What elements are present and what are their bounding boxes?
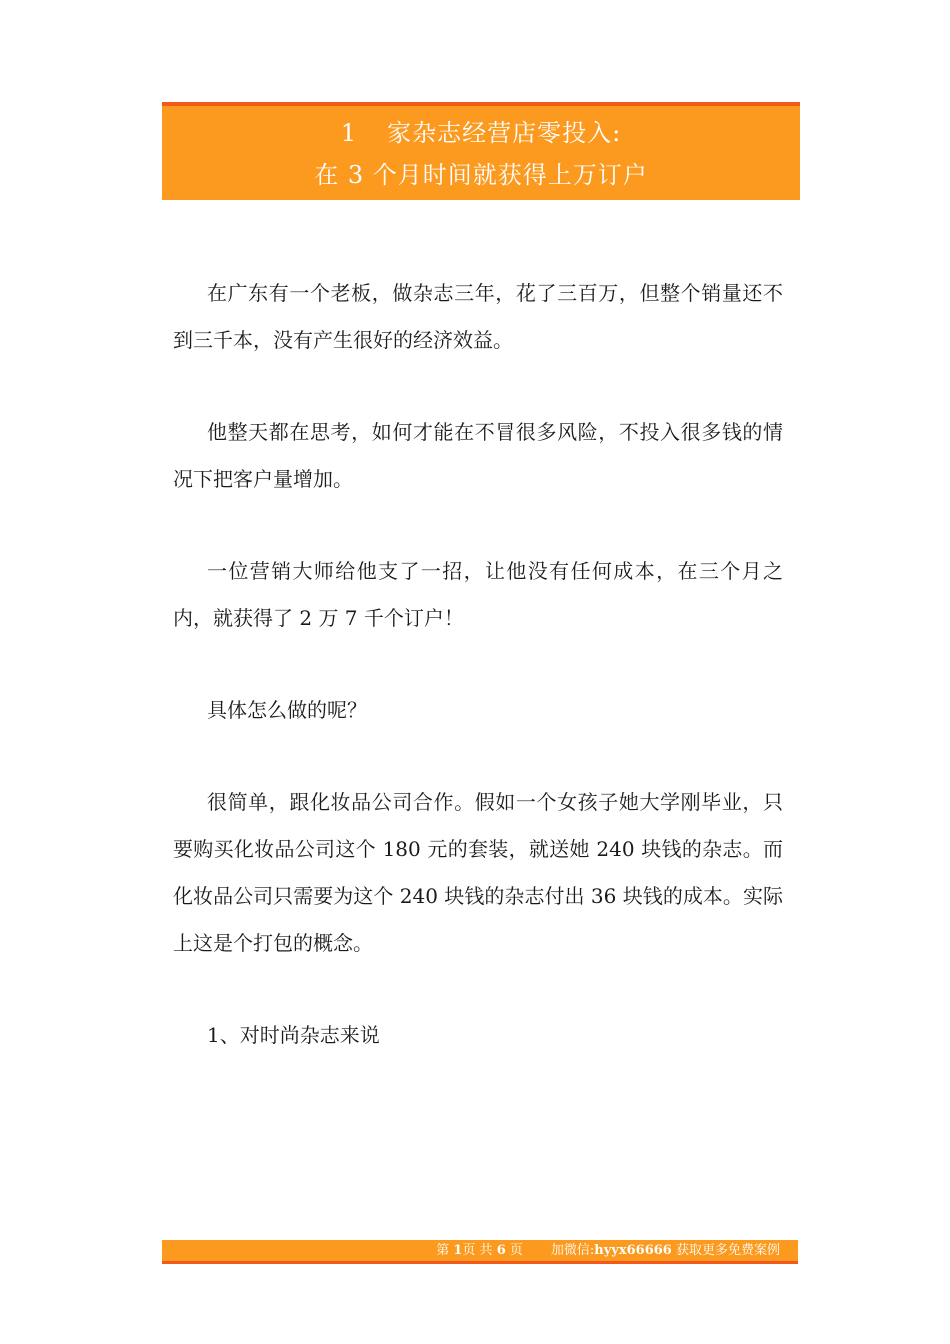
footer-promo-id: hyyx66666 [594, 1243, 672, 1258]
footer-promo-prefix: 加微信: [550, 1243, 595, 1258]
title-line-2: 在 3 个月时间就获得上万订户 [314, 161, 648, 189]
title-number: 1 [340, 119, 358, 147]
paragraph-4: 具体怎么做的呢？ [207, 698, 367, 722]
footer-page-prefix: 第 [436, 1243, 450, 1258]
title-text-1: 家杂志经营店零投入: [387, 119, 622, 147]
footer-page-total: 6 [496, 1243, 506, 1258]
article-body [173, 270, 783, 1104]
title-line-1 [162, 118, 800, 148]
footer-page-mid: 页 共 [462, 1243, 493, 1258]
paragraph-6: 1、对时尚杂志来说 [207, 1023, 380, 1047]
footer-page-current: 1 [453, 1243, 463, 1258]
page-footer [162, 1240, 798, 1264]
paragraph-3: 一位营销大师给他支了一招，让他没有任何成本，在三个月之内，就获得了 2 万 7 千个订户！ [173, 559, 783, 630]
footer-page-suffix: 页 [509, 1243, 523, 1258]
paragraph-2: 他整天都在思考，如何才能在不冒很多风险，不投入很多钱的情况下把客户量增加。 [173, 420, 783, 491]
footer-promo-suffix: 获取更多免费案例 [675, 1243, 780, 1258]
paragraph-5: 很简单，跟化妆品公司合作。假如一个女孩子她大学刚毕业，只要购买化妆品公司这个 180 元的套装，就送她 240 块钱的杂志。而化妆品公司只需要为这个 240 块钱的杂志付出 36 块钱的成本。实际上这是个打包的概念。 [173, 790, 783, 955]
title-banner [162, 102, 800, 200]
paragraph-1: 在广东有一个老板，做杂志三年，花了三百万，但整个销量还不到三千本，没有产生很好的经济效益。 [173, 281, 783, 352]
